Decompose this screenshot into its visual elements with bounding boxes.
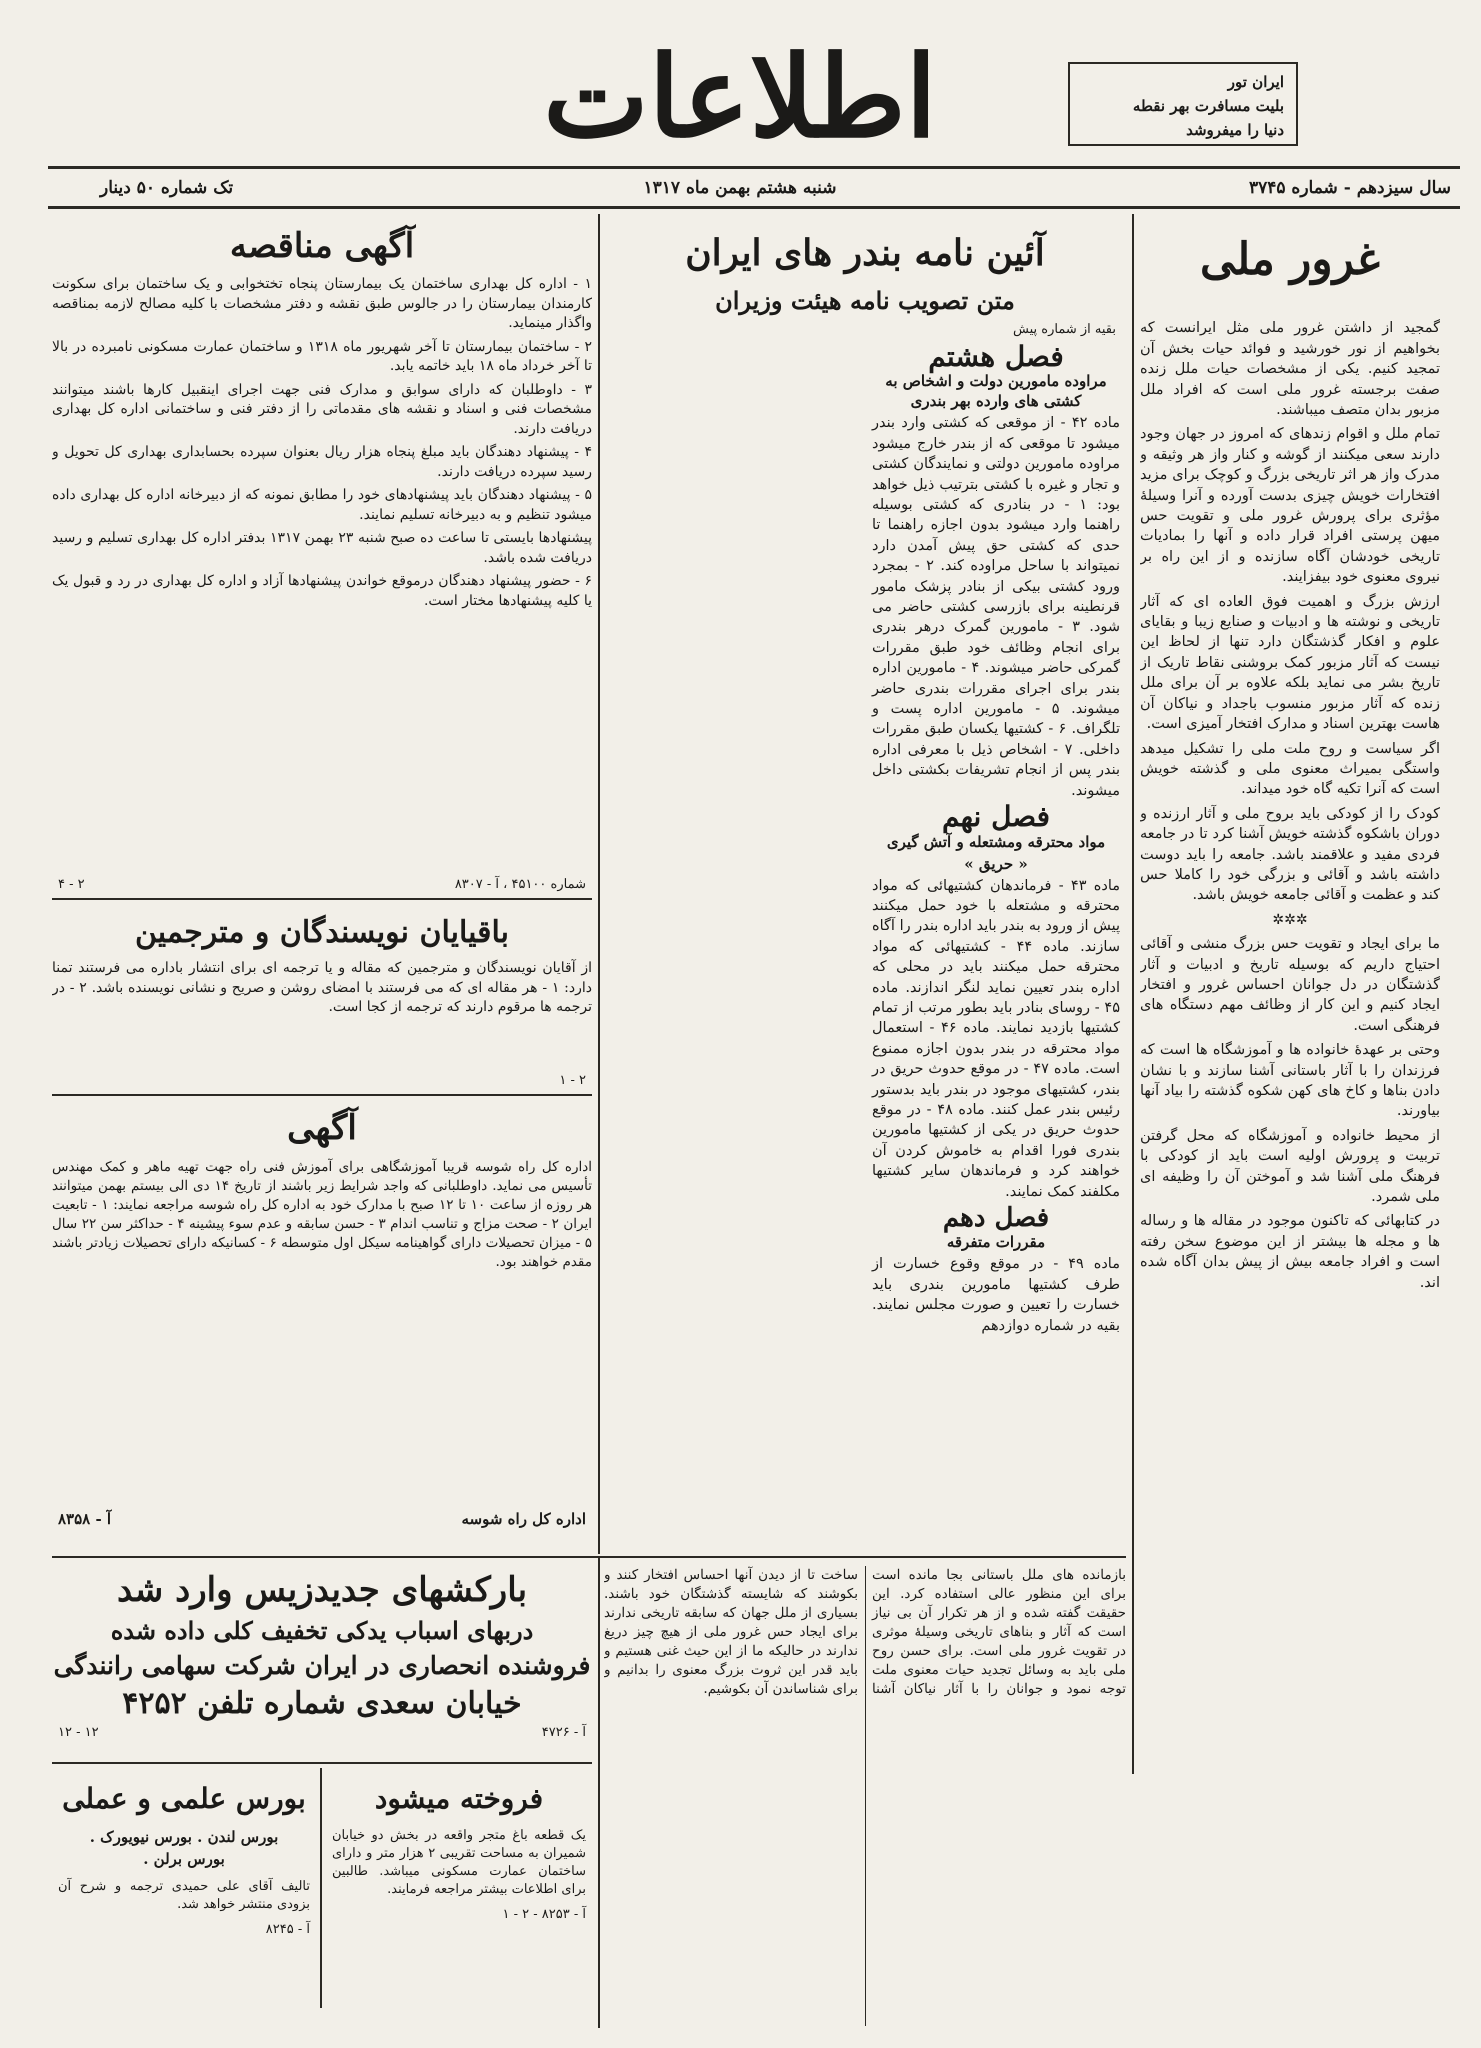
notice-sign: اداره کل راه شوسه bbox=[461, 1509, 586, 1528]
tender-ref-count: ۲ - ۴ bbox=[58, 877, 85, 893]
ad-bourse-text: تالیف آقای علی حمیدی ترجمه و شرح آن بزودی منتشر خواهد شد. bbox=[58, 1878, 310, 1912]
dateline-issue: سال سیزدهم - شماره ۳۷۴۵ bbox=[1248, 178, 1451, 198]
editorial-paragraph: ما برای ایجاد و تقویت حس بزرگ منشی و آقائی احتیاج داریم که بوسیله تاریخ و ادبیات و آثار گذشتگان در دل جوانان احساس غرور و افتخار ایجاد کنیم و این کار از وظائف مهم دستگاه های فرهنگی است. bbox=[1140, 936, 1440, 1034]
editorial-body bbox=[1140, 318, 1440, 1293]
ad-bourse-sub2: بورس برلن . bbox=[143, 1850, 225, 1869]
editorial-paragraph: از محیط خانواده و آموزشگاه که محل گرفتن تربیت و پرورش اولیه است باید از کودکی با فرهنگ ملی آشنا شد و آموختن آن را وظیفه ای ملی شمرد. bbox=[1140, 1127, 1440, 1206]
section-9-subtitle: مواد محترقه ومشتعله و آتش گیری bbox=[886, 832, 1106, 851]
editorial-paragraph: اگر سیاست و روح ملت ملی را تشکیل میدهد واستگی بمیراث معنوی ملی و گذشته خویش است که آنرا تکیه گاه خود میداند. bbox=[1140, 740, 1440, 798]
column-rule bbox=[598, 1558, 600, 2028]
ad-sale-ref: آ - ۸۲۵۳ - ۲ - ۱ bbox=[502, 1906, 586, 1922]
regulations-column bbox=[604, 214, 1126, 1554]
writers-body bbox=[52, 959, 592, 1071]
editorial-paragraph: ارزش بزرگ و اهمیت فوق العاده ای که آثار تاریخی و نوشته ها و ادبیات و صنایع زیبا و بقایای علوم و افکار گذشتگان دارد تنها از لحاظ این نیست که آثار مزبور کمک بروشنی نقاط تاریک از تاریخ بشر می نماید بلکه علاوه بر آن برای ملل زنده که آثار مزبور منسوب باجداد و نیاکان آن هاست بهترین اسناد و مدارک افتخار آمیزی است. bbox=[1140, 593, 1440, 733]
masthead-rule-bottom bbox=[48, 206, 1460, 209]
editorial-paragraph: گمجید از داشتن غرور ملی مثل ایرانست که بخواهیم از نور خورشید و فوائد حیات بخش آن تمجید کنیم. یکی از مشخصات حیات ملل زنده صفت برجسته غرور ملی است که افراد ملل مزبور بدان متصف میباشند. bbox=[1140, 320, 1440, 419]
section-rule bbox=[52, 1094, 592, 1096]
tender-item: ۱ - اداره کل بهداری ساختمان یک بیمارستان پنجاه تختخوابی و یک ساختمان برای سکونت کارمندان بیمارستان را در جالوس طبق نقشه و دفتر مشخصات با کلیه مصالح لازمه بمناقصه واگذار مینماید. bbox=[52, 276, 592, 332]
continued-note: بقیه از شماره پیش bbox=[1013, 321, 1116, 337]
ad-trucks-ref bbox=[52, 1723, 592, 1742]
ad-trucks-line2: دربهای اسباب یدکی تخفیف کلی داده شده bbox=[110, 1616, 534, 1645]
section-8-subtitle: مراوده مامورین دولت و اشخاص به کشتی های وارده بهر بندری bbox=[885, 372, 1107, 411]
notice-body bbox=[52, 1158, 592, 1508]
dateline-price: تک شماره ۵۰ دینار bbox=[100, 178, 234, 198]
ad-bourse-sub1: بورس لندن . بورس نیویورک . bbox=[89, 1827, 279, 1846]
section-10-title: فصل دهم bbox=[942, 1203, 1050, 1234]
tender-item: ۶ - حضور پیشنهاد دهندگان درموقع خواندن پیشنهادها آزاد و اداره کل بهداری در رد و قبول یک یا کلیه پیشنهادها مختار است. bbox=[52, 573, 592, 609]
tender-ref bbox=[52, 875, 592, 894]
section-8-text: ماده ۴۲ - از موقعی که کشتی وارد بندر میشود تا موقعی که از بندر خارج میشود مراوده مامورین دولتی و نمایندگان کشتی و تجار و غیره با کشتی بترتیب ذیل خواهد بود: ۱ - در بنادری که کشتی بوسیله راهنما وارد میشود بدون اجازه راهنما تا حدی که کشتی حق پیش آمدن دارد نمیتواند با ساحل مراوده کند. ۲ - بمجرد ورود کشتی بیکی از بنادر پزشک مامور قرنطینه برای بازرسی کشتی حاضر می شود. ۳ - مامورین گمرک درهر بندری برای انجام وظائف خود طبق مقررات گمرکی حاضر میشوند. ۴ - مامورین اداره بندر برای اجرای مقررات بندری حاضر میشوند. ۵ - مامورین اداره پست و تلگراف. ۶ - کشتیها یکسان طبق مقررات داخلی. ۷ - اشخاص ذیل با معرفی اداره بندر پس از انجام تشریفات بکشتی داخل میشوند. bbox=[872, 415, 1120, 799]
ad-bourse bbox=[52, 1768, 316, 2008]
writers-text: از آقایان نویسندگان و مترجمین که مقاله و یا ترجمه ای برای انتشار باداره می فرستند تمنا دارد: ۱ - هر مقاله ای که می فرستند با امضای روشن و صریح و نشانی نویسنده باشد. ۲ - در ترجمه ها مرقوم دارند که ترجمه از کجا است. bbox=[52, 960, 592, 1016]
masthead-rule-top bbox=[48, 166, 1460, 169]
editorial-title: غرور ملی bbox=[1200, 234, 1380, 285]
ad-for-sale bbox=[326, 1768, 592, 2008]
column-rule bbox=[598, 214, 600, 1554]
ad-trucks-ref-a: آ - ۴۷۲۶ bbox=[541, 1725, 586, 1740]
editorial-paragraph: وحتی بر عهدهٔ خانواده ها و آموزشگاه ها است که فرزندان را با آثار باستانی آشنا سازند و با نشان دادن بناها و کاخ های کهن شکوه گذشته را بیاد آنها بیاورند. bbox=[1140, 1042, 1440, 1120]
notice-text: اداره کل راه شوسه قریبا آموزشگاهی برای آموزش فنی راه جهت تهیه ماهر و کمک مهندس تأسیس می نماید. داوطلبانی که واجد شرایط زیر باشند از تاریخ ۱۴ دی الی بیستم بهمن میتوانند هر روزه از ساعت ۱۰ تا ۱۲ صبح با مدارک خود به اداره کل راه شوسه مراجعه نمایند: ۱ - تابعیت ایران ۲ - صحت مزاج و تناسب اندام ۳ - حسن سابقه و عدم سوء پیشینه ۴ - حداکثر سن ۲۲ سال ۵ - میزان تحصیلات دارای گواهینامه سیکل اول متوسطه ۶ - کسانیکه دارای تحصیلات زیادتر باشند مقدم خواهند بود. bbox=[52, 1158, 592, 1270]
writers-title: باقیایان نویسندگان و مترجمین bbox=[134, 915, 510, 951]
editorial-paragraph: کودک را از کودکی باید بروح ملی و آثار ارزنده و دوران باشکوه گذشته خویش آشنا کرد تا در جامعه فردی مفید و علاقمند باشد. جامعه را باید دوست داشته باشد و آقائی و بزرگی خود را کاملا حس کند و عظمت و آقائی جامعه خویش باشد. bbox=[1140, 805, 1440, 904]
dateline-date: شنبه هشتم بهمن ماه ۱۳۱۷ bbox=[643, 178, 837, 198]
section-rule bbox=[52, 1556, 1126, 1558]
regulations-title: آئین نامه بندر های ایران bbox=[685, 232, 1045, 274]
tender-item: ۳ - داوطلبان که دارای سوابق و مدارک فنی جهت اجرای اینقبیل کارها باشند میتوانند مشخصات فنی و اسناد و نقشه های مقدماتی را از دفتر فنی و ساختمانی اداره کل بهداری دریافت دارند. bbox=[52, 381, 592, 437]
editorial-continuation: بازمانده های ملل باستانی بجا مانده است برای این منظور عالی استفاده کرد. این حقیقت گفته شده و از هر تکرار آن بی نیاز است که آثار و بناهای تاریخی وسیلهٔ موثری در تقویت غرور ملی است. برای حسن روح ملی باید به وسائل تجدید حیات معنوی ملت توجه نمود و جوانان را با آثار نیاکان آشنا ساخت تا از دیدن آنها احساس افتخار کنند و بکوشند که شایسته گذشتگان خود باشند. بسیاری از ملل جهان که سابقه تاریخی ندارند برای ایجاد حس غرور ملی از هیچ چیز دریغ ندارند در حالیکه ما از این حیث غنی هستیم و باید قدر این ثروت بزرگ معنوی را بدانیم و برای شناساندن آن بکوشیم. bbox=[604, 1567, 1126, 1697]
section-9-tag: « حریق » bbox=[964, 854, 1028, 873]
tender-item: پیشنهادها بایستی تا ساعت ده صبح شنبه ۲۳ بهمن ۱۳۱۷ بدفتر اداره کل بهداری تسلیم و رسید دریافت شده باشد. bbox=[52, 530, 592, 566]
ad-sale-text: یک قطعه باغ متجر واقعه در بخش دو خیابان شمیران به مساحت تقریبی ۲ هزار متر و دارای ساختمان عمارت مسکونی میباشد. طالبین برای اطلاعات بیشتر مراجعه فرمایند. bbox=[332, 1827, 586, 1897]
section-rule bbox=[52, 898, 592, 900]
ad-trucks bbox=[52, 1562, 592, 1760]
section-9-title: فصل نهم bbox=[942, 800, 1050, 834]
regulations-subtitle: متن تصویب نامه هیئت وزیران bbox=[715, 285, 1015, 315]
editorial-paragraph: تمام ملل و اقوام زندهای که امروز در جهان وجود دارند سعی میکنند از گوشه و کنار واز هر وثیقه و مدرک واز هر اثر تاریخی بزرگ و کوچک برای مزید افتخارات خویش چیزی بدست آورده و آنرا وسیلهٔ مؤثری برای پرورش غرور ملی و تقویت حس میهن پرستی افراد قرار داده و آنها را بمادیات تاریخی خودشان آگاه سازنده و از این راه بر نیروی معنوی خود بیفزایند. bbox=[1140, 426, 1440, 586]
section-10-text: ماده ۴۹ - در موقع وقوع خسارت از طرف کشتیها مامورین بندری باید خسارت را تعیین و صورت مجلس نمایند. بقیه در شماره دوازدهم bbox=[872, 1256, 1120, 1334]
column-rule bbox=[320, 1768, 322, 2008]
section-8-title: فصل هشتم bbox=[928, 339, 1064, 373]
column-rule bbox=[1132, 214, 1134, 1774]
editorial-paragraph: در کتابهائی که تاکنون موجود در مقاله ها و رساله ها و مجله ها بیشتر از این موضوع سخن رفته است و افراد جامعه بیش از پیش بدان آگاه شده اند. bbox=[1140, 1213, 1440, 1291]
ad-bourse-title: بورس علمی و عملی bbox=[62, 1782, 306, 1815]
tender-body bbox=[52, 275, 592, 875]
tender-item: ۲ - ساختمان بیمارستان تا آخر شهریور ماه ۱۳۱۸ و ساختمان عمارت مسکونی نامبرده در بالا تا آخر خرداد ماه ۱۸ باید خاتمه یابد. bbox=[52, 338, 592, 375]
ad-box-iran-tour bbox=[1068, 62, 1298, 146]
ad-sale-title: فروخته میشود bbox=[374, 1782, 544, 1815]
ad-box-line: ایران تور bbox=[1227, 73, 1284, 91]
section-9-text: ماده ۴۳ - فرماندهان کشتیهائی که مواد محترقه و مشتعله با خود حمل میکنند پیش از ورود به بندر باید اداره بندر را آگاه سازند. ماده ۴۴ - کشتیهائی که مواد محترقه حمل میکنند باید در محلی که اداره بندر تعیین نماید لنگر اندازند. ماده ۴۵ - روسای بنادر باید بطور مرتب از تمام کشتیها بازدید نمایند. ماده ۴۶ - استعمال مواد محترقه در بندر بدون اجازه ممنوع است. ماده ۴۷ - در موقع حدوث حریق در بندر، کشتیهای موجود در بندر باید بدستور رئیس بندر عمل کنند. ماده ۴۸ - در موقع حدوث حریق در یکی از کشتیها مامورین بندری فورا اقدام به خاموش کردن آن خواهند کرد و فرماندهان سایر کشتیها مکلفند کمک نمایند. bbox=[872, 877, 1121, 1200]
ad-trucks-line3: فروشنده انحصاری در ایران شرکت سهامی رانندگی bbox=[53, 1651, 591, 1680]
section-10-subtitle: مقررات متفرقه bbox=[946, 1233, 1046, 1252]
notice-ref: آ - ۸۳۵۸ bbox=[58, 1509, 112, 1528]
editorial-column bbox=[1140, 214, 1440, 2024]
ad-box-line: بلیت مسافرت بهر نقطه bbox=[1132, 97, 1284, 115]
regulations-body bbox=[604, 337, 1126, 1535]
ad-trucks-line1: بارکشهای جدیدزیس وارد شد bbox=[116, 1570, 528, 1610]
ad-trucks-line4: خیابان سعدی شماره تلفن ۴۲۵۲ bbox=[122, 1686, 522, 1721]
masthead-title: اطلاعات bbox=[543, 32, 937, 163]
ornament-divider: ✲✲✲ bbox=[1272, 911, 1308, 928]
ad-bourse-ref: آ - ۸۲۴۵ bbox=[265, 1921, 310, 1937]
tender-title: آگهی مناقصه bbox=[229, 226, 415, 266]
notice-title: آگهی bbox=[287, 1108, 357, 1149]
notices-column bbox=[52, 214, 592, 1554]
notice-footer bbox=[52, 1508, 592, 1530]
writers-ref: ۲ - ۱ bbox=[559, 1073, 586, 1089]
writers-ref-line bbox=[52, 1071, 592, 1090]
section-rule bbox=[52, 1762, 592, 1764]
tender-item: ۵ - پیشنهاد دهندگان باید پیشنهادهای خود را مطابق نمونه که از دبیرخانه اداره کل بهداری داده میشود تنظیم و به دبیرخانه تسلیم نمایند. bbox=[52, 487, 592, 523]
ad-trucks-ref-b: ۱۲ - ۱۲ bbox=[58, 1725, 99, 1740]
tender-item: ۴ - پیشنهاد دهندگان باید مبلغ پنجاه هزار ریال بعنوان سپرده بحسابداری بهداری کل تحویل و رسید سپرده دریافت دارند. bbox=[52, 444, 592, 480]
ad-box-line: دنیا را میفروشد bbox=[1186, 121, 1284, 139]
tender-ref-number: شماره ۴۵۱۰۰ ، آ - ۸۳۰۷ bbox=[454, 877, 586, 893]
